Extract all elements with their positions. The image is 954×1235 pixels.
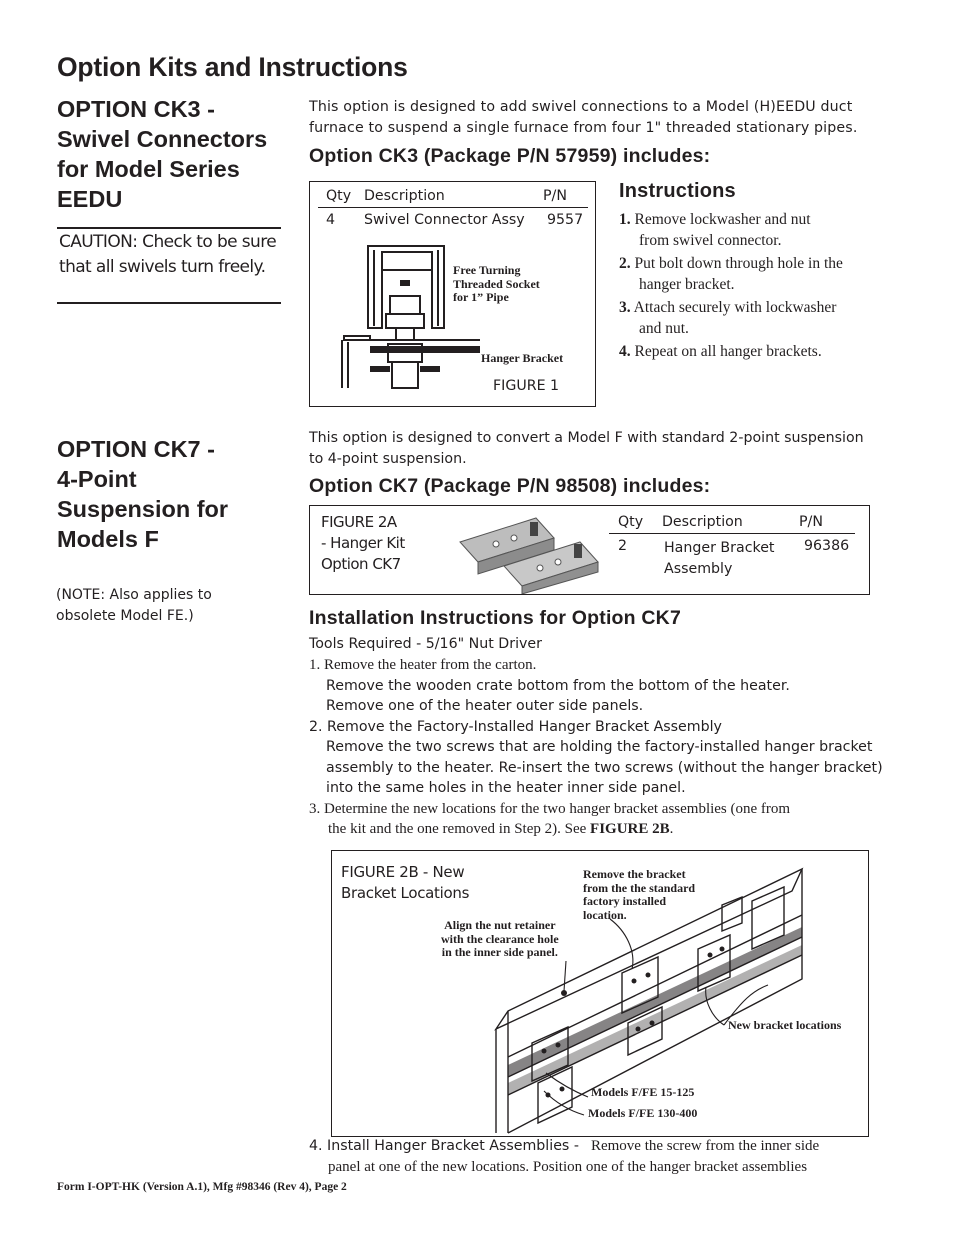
socket-label [453, 264, 540, 305]
remove-bracket-label-line: factory installed [583, 894, 666, 908]
step-1-text: Remove one of the heater outer side panels. [326, 698, 644, 714]
install-steps [309, 655, 909, 840]
ck7-row-desc [664, 538, 775, 579]
align-nut-label-line: in the inner side panel. [441, 945, 558, 959]
figure-2a-line: - Hanger Kit [321, 534, 405, 552]
ck3-step-number: 1. [619, 211, 631, 228]
ck7-row-pn: 96386 [804, 538, 850, 554]
step-1-text: Remove the wooden crate bottom from the bottom of the heater. [326, 677, 790, 694]
figure-2b-box [331, 850, 869, 1137]
ck3-table-divider [318, 207, 588, 208]
ck3-instruction-list [619, 209, 843, 362]
ck3-step [619, 297, 843, 339]
new-bracket-locations-label: New bracket locations [728, 1018, 842, 1032]
figure-2a-line: FIGURE 2A [321, 513, 397, 531]
socket-label-line: Threaded Socket [453, 276, 540, 291]
ck3-step-number: 2. [619, 255, 631, 272]
ck7-col-desc: Description [662, 514, 743, 530]
ck7-title-line: OPTION CK7 - [57, 436, 215, 462]
ck7-row-desc-line: Hanger Bracket [664, 540, 775, 556]
hanger-kit-illustration [456, 514, 606, 594]
page-footer: Form I-OPT-HK (Version A.1), Mfg #98346 (Rev 4), Page 2 [57, 1181, 347, 1193]
hanger-bracket-label: Hanger Bracket [481, 351, 564, 365]
align-nut-label [441, 919, 559, 960]
ck3-instructions-heading: Instructions [619, 180, 736, 202]
ck3-package-heading: Option CK3 (Package P/N 57959) includes: [309, 145, 711, 167]
ck3-row-desc: Swivel Connector Assy [364, 212, 525, 228]
ck3-section-title [57, 94, 267, 214]
step-2-text: into the same holes in the heater inner side panel. [326, 780, 686, 796]
ck3-step-text: Attach securely with lockwasher [633, 299, 837, 316]
ck7-intro [309, 428, 864, 469]
ck7-title-line: 4-Point [57, 466, 137, 492]
ck3-title-line: for Model Series [57, 156, 240, 182]
remove-bracket-label-line: from the the standard [583, 880, 696, 895]
remove-bracket-label [583, 868, 695, 922]
ck7-row-qty: 2 [618, 538, 628, 554]
step-4-text: Remove the screw from the inner side [590, 1138, 820, 1154]
ck3-step-number: 3. [619, 299, 631, 316]
ck7-note-line: (NOTE: Also applies to [56, 587, 212, 603]
ck7-col-qty: Qty [618, 514, 644, 530]
align-nut-label-line: with the clearance hole [441, 931, 559, 946]
figure-2b-caption-line: Bracket Locations [341, 884, 470, 902]
ck3-step-number: 4. [619, 343, 631, 360]
ck3-title-line: OPTION CK3 - [57, 96, 215, 122]
step-3-text-part: . [669, 821, 674, 837]
ck7-note [56, 585, 212, 626]
ck7-parts-box [309, 505, 870, 595]
ck3-title-line: EEDU [57, 186, 123, 212]
models-large-label: Models F/FE 130-400 [588, 1106, 698, 1120]
ck3-row-pn: 9557 [547, 212, 584, 228]
step-2-text: Remove the two screws that are holding the factory-installed hanger bracket [326, 739, 873, 755]
step-4-text: panel at one of the new locations. Position one of the hanger bracket assemblies [328, 1158, 808, 1175]
ck7-col-pn: P/N [799, 514, 823, 530]
ck3-col-qty: Qty [326, 188, 352, 204]
ck3-intro [309, 97, 858, 138]
step-2-text: assembly to the heater. Re-insert the two screws (without the hanger bracket) [326, 759, 883, 776]
step-4-line [309, 1136, 909, 1157]
socket-label-line: Free Turning [453, 263, 521, 277]
ck3-row-qty: 4 [326, 212, 336, 228]
ck3-intro-line: This option is designed to add swivel connections to a Model (H)EEDU duct [309, 99, 853, 115]
figure-1-caption: FIGURE 1 [493, 378, 560, 394]
ck3-step-text: Repeat on all hanger brackets. [634, 343, 822, 360]
ck7-package-heading: Option CK7 (Package P/N 98508) includes: [309, 475, 711, 497]
ck3-col-pn: P/N [543, 188, 567, 204]
step-3-text [309, 819, 909, 840]
ck7-table-divider [609, 533, 855, 534]
ck3-title-line: Swivel Connectors [57, 126, 268, 152]
remove-bracket-label-line: location. [583, 907, 627, 922]
ck3-step-text: and nut. [639, 320, 689, 337]
figure-2a-caption [321, 512, 405, 575]
ck7-title-line: Suspension for [57, 496, 229, 522]
ck3-step-text: Remove lockwasher and nut [634, 211, 811, 228]
caution-note: CAUTION: Check to be sure that all swivels turn freely. [57, 227, 281, 304]
step-4 [309, 1136, 909, 1177]
ck7-section-title [57, 434, 228, 554]
ck3-step [619, 341, 843, 362]
ck7-intro-line: to 4-point suspension. [309, 450, 467, 467]
socket-label-line: for 1” Pipe [453, 290, 509, 304]
page-title: Option Kits and Instructions [57, 52, 408, 82]
remove-bracket-label-line: Remove the bracket [583, 867, 686, 881]
ck7-intro-line: This option is designed to convert a Model F with standard 2-point suspension [309, 430, 864, 446]
step-4-heading: 4. Install Hanger Bracket Assemblies - [309, 1138, 579, 1154]
ck3-intro-line: furnace to suspend a single furnace from four 1" threaded stationary pipes. [309, 119, 858, 136]
step-3-text-part: the kit and the one removed in Step 2). See [328, 821, 591, 837]
install-heading: Installation Instructions for Option CK7 [309, 607, 682, 629]
tools-required: Tools Required - 5/16" Nut Driver [309, 636, 542, 652]
ck3-step-text: from swivel connector. [639, 232, 782, 249]
figure-2a-line: Option CK7 [321, 555, 401, 573]
figure-2b-reference: FIGURE 2B [590, 821, 670, 837]
ck3-step [619, 209, 843, 251]
ck3-col-desc: Description [364, 188, 445, 204]
ck3-parts-box [309, 181, 596, 407]
align-nut-label-line: Align the nut retainer [444, 918, 556, 932]
step-1-heading: 1. Remove the heater from the carton. [309, 657, 537, 673]
step-2-heading: 2. Remove the Factory-Installed Hanger Bracket Assembly [309, 718, 722, 735]
ck3-step-text: Put bolt down through hole in the [634, 255, 843, 272]
figure-2b-caption-line: FIGURE 2B - New [341, 863, 465, 881]
ck7-row-desc-line: Assembly [664, 560, 733, 577]
ck7-note-line: obsolete Model FE.) [56, 607, 194, 624]
models-small-label: Models F/FE 15-125 [591, 1085, 695, 1099]
ck3-step-text: hanger bracket. [639, 276, 735, 293]
ck7-title-line: Models F [57, 526, 159, 552]
ck3-step [619, 253, 843, 295]
step-3-text: 3. Determine the new locations for the two hanger bracket assemblies (one from [309, 800, 791, 817]
